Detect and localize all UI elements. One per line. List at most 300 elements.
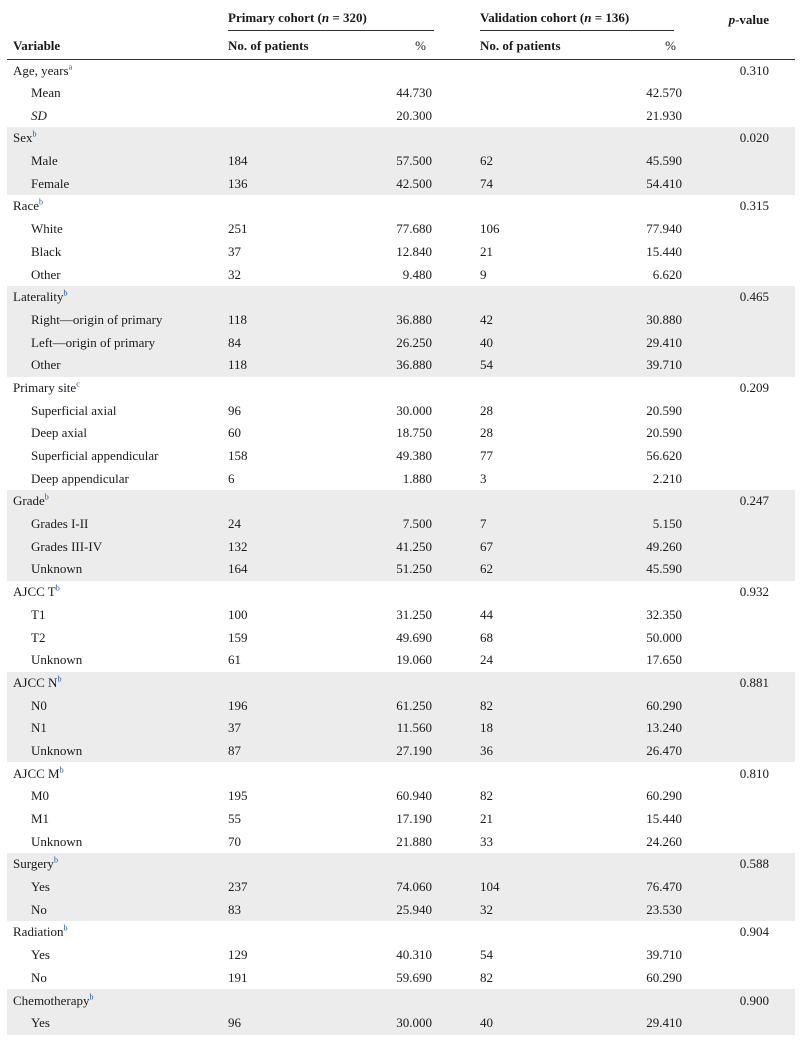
footnote-marker: a bbox=[68, 62, 73, 72]
item-label bbox=[7, 694, 228, 717]
primary-percent bbox=[368, 172, 434, 195]
primary-count-text: 251 bbox=[228, 221, 248, 237]
primary-percent bbox=[368, 150, 434, 173]
validation-cohort-suffix: = 136) bbox=[591, 9, 630, 25]
empty-cell bbox=[625, 59, 684, 82]
empty-cell bbox=[228, 762, 368, 785]
item-label bbox=[7, 808, 228, 831]
item-label-text: Superficial axial bbox=[31, 402, 117, 418]
empty-cell bbox=[228, 127, 368, 150]
empty-cell bbox=[625, 127, 684, 150]
primary-percent-text: 27.190 bbox=[396, 742, 432, 758]
validation-percent bbox=[625, 898, 684, 921]
primary-count bbox=[228, 785, 368, 808]
group-label-text: Surgery bbox=[13, 856, 54, 872]
primary-percent-text: 30.000 bbox=[396, 402, 432, 418]
validation-count bbox=[480, 1012, 625, 1035]
primary-count-text: 6 bbox=[228, 470, 235, 486]
item-label-text: T1 bbox=[31, 606, 46, 622]
p-value-cell bbox=[684, 490, 795, 513]
primary-percent bbox=[368, 241, 434, 264]
item-label bbox=[7, 354, 228, 377]
primary-percent bbox=[368, 898, 434, 921]
empty-cell bbox=[368, 286, 434, 309]
item-label-text: Yes bbox=[31, 947, 50, 963]
empty-cell bbox=[434, 377, 480, 400]
gap-cell bbox=[434, 830, 480, 853]
gap-cell bbox=[434, 967, 480, 990]
table-row bbox=[7, 694, 795, 717]
primary-count-text: 37 bbox=[228, 720, 241, 736]
validation-count bbox=[480, 309, 625, 332]
group-row bbox=[7, 286, 795, 309]
primary-percent bbox=[368, 354, 434, 377]
item-label-text: Deep axial bbox=[31, 425, 87, 441]
primary-count bbox=[228, 309, 368, 332]
primary-percent-text: 36.880 bbox=[396, 311, 432, 327]
gap-cell bbox=[434, 354, 480, 377]
empty-cell bbox=[368, 377, 434, 400]
empty-cell bbox=[368, 921, 434, 944]
validation-percent bbox=[625, 172, 684, 195]
empty-cell bbox=[480, 127, 625, 150]
empty-cell bbox=[368, 195, 434, 218]
empty-cell bbox=[480, 762, 625, 785]
validation-percent bbox=[625, 354, 684, 377]
gap-cell bbox=[434, 467, 480, 490]
validation-count bbox=[480, 898, 625, 921]
primary-percent-text: 40.310 bbox=[396, 947, 432, 963]
validation-count bbox=[480, 626, 625, 649]
footnote-marker: b bbox=[53, 856, 58, 866]
p-empty bbox=[684, 604, 795, 627]
validation-percent-text: 29.410 bbox=[646, 334, 683, 350]
group-row bbox=[7, 490, 795, 513]
item-label-text: Deep appendicular bbox=[31, 470, 129, 486]
primary-percent bbox=[368, 104, 434, 127]
empty-cell bbox=[434, 127, 480, 150]
validation-count bbox=[480, 172, 625, 195]
validation-percent-text: 77.940 bbox=[646, 221, 683, 237]
item-label bbox=[7, 399, 228, 422]
primary-count bbox=[228, 354, 368, 377]
group-label-text: AJCC N bbox=[13, 674, 58, 690]
validation-percent bbox=[625, 944, 684, 967]
validation-count-text: 40 bbox=[480, 334, 493, 350]
pvalue-header bbox=[684, 7, 795, 33]
validation-percent-text: 17.650 bbox=[646, 652, 683, 668]
primary-count-text: 159 bbox=[228, 629, 248, 645]
p-empty bbox=[684, 876, 795, 899]
primary-percent-text: 19.060 bbox=[396, 652, 432, 668]
table-row bbox=[7, 944, 795, 967]
empty-cell bbox=[228, 672, 368, 695]
group-label bbox=[7, 921, 228, 944]
p-empty bbox=[684, 354, 795, 377]
group-label-text: AJCC T bbox=[13, 584, 56, 600]
p-empty bbox=[684, 422, 795, 445]
primary-percent-text: 18.750 bbox=[396, 425, 432, 441]
primary-percent bbox=[368, 263, 434, 286]
p-value-cell bbox=[684, 921, 795, 944]
primary-count bbox=[228, 830, 368, 853]
empty-cell bbox=[434, 195, 480, 218]
item-label bbox=[7, 513, 228, 536]
empty-cell bbox=[480, 377, 625, 400]
primary-percent bbox=[368, 422, 434, 445]
primary-count-text: 237 bbox=[228, 879, 248, 895]
validation-count bbox=[480, 467, 625, 490]
p-value-cell bbox=[684, 59, 795, 82]
validation-count bbox=[480, 830, 625, 853]
validation-count-text: 21 bbox=[480, 811, 493, 827]
p-value-cell bbox=[684, 195, 795, 218]
p-value-cell-text: 0.588 bbox=[739, 856, 770, 872]
validation-count-text: 67 bbox=[480, 538, 493, 554]
validation-percent bbox=[625, 513, 684, 536]
validation-count bbox=[480, 241, 625, 264]
validation-count-text: 77 bbox=[480, 448, 493, 464]
item-label-text: Yes bbox=[31, 1015, 50, 1031]
primary-count-text: 191 bbox=[228, 969, 248, 985]
validation-percent bbox=[625, 830, 684, 853]
primary-percent-text: 7.500 bbox=[402, 516, 432, 532]
group-label-text: Chemotherapy bbox=[13, 992, 90, 1008]
footnote-marker: b bbox=[59, 765, 64, 775]
primary-percent bbox=[368, 694, 434, 717]
p-empty bbox=[684, 649, 795, 672]
validation-percent-text: 45.590 bbox=[646, 153, 683, 169]
pvalue-p: p bbox=[728, 12, 736, 27]
empty-cell bbox=[625, 195, 684, 218]
validation-count bbox=[480, 944, 625, 967]
group-label-text: Sex bbox=[13, 130, 33, 146]
empty-cell bbox=[228, 989, 368, 1012]
p-empty bbox=[684, 82, 795, 105]
primary-percent bbox=[368, 740, 434, 763]
p-value-cell-text: 0.209 bbox=[739, 379, 770, 395]
group-label bbox=[7, 853, 228, 876]
gap-cell bbox=[434, 422, 480, 445]
primary-count-text: 70 bbox=[228, 833, 241, 849]
primary-percent-text: 57.500 bbox=[396, 153, 432, 169]
group-row bbox=[7, 672, 795, 695]
validation-count-text: 40 bbox=[480, 1015, 493, 1031]
table-row bbox=[7, 558, 795, 581]
p-value-cell bbox=[684, 672, 795, 695]
validation-count bbox=[480, 150, 625, 173]
header-spacer bbox=[7, 7, 228, 33]
primary-percent-text: 12.840 bbox=[396, 243, 432, 259]
item-label-text: N1 bbox=[31, 720, 47, 736]
primary-count bbox=[228, 649, 368, 672]
item-label-text: White bbox=[31, 221, 63, 237]
primary-percent bbox=[368, 513, 434, 536]
primary-percent bbox=[368, 309, 434, 332]
item-label-text: SD bbox=[31, 107, 47, 123]
primary-count-text: 129 bbox=[228, 947, 248, 963]
primary-count bbox=[228, 626, 368, 649]
item-label-text: M1 bbox=[31, 811, 50, 827]
item-label bbox=[7, 830, 228, 853]
validation-percent bbox=[625, 535, 684, 558]
empty-cell bbox=[625, 853, 684, 876]
validation-percent bbox=[625, 649, 684, 672]
item-label-text: Mean bbox=[31, 85, 61, 101]
table-row bbox=[7, 331, 795, 354]
primary-percent-text: 20.300 bbox=[396, 107, 432, 123]
item-label bbox=[7, 649, 228, 672]
p-value-cell bbox=[684, 853, 795, 876]
validation-percent bbox=[625, 309, 684, 332]
gap-cell bbox=[434, 898, 480, 921]
primary-count bbox=[228, 150, 368, 173]
item-label-text: Right—origin of primary bbox=[31, 311, 163, 327]
item-label-text: Unknown bbox=[31, 652, 83, 668]
gap-cell bbox=[434, 649, 480, 672]
p-value-cell-text: 0.904 bbox=[739, 924, 770, 940]
item-label-text: Other bbox=[31, 266, 61, 282]
table-row bbox=[7, 422, 795, 445]
item-label bbox=[7, 241, 228, 264]
primary-percent bbox=[368, 331, 434, 354]
p-empty bbox=[684, 944, 795, 967]
empty-cell bbox=[480, 59, 625, 82]
item-label bbox=[7, 172, 228, 195]
validation-count bbox=[480, 649, 625, 672]
table-body bbox=[7, 59, 795, 1035]
gap-cell bbox=[434, 604, 480, 627]
item-label-text: Unknown bbox=[31, 833, 83, 849]
empty-cell bbox=[434, 672, 480, 695]
group-label bbox=[7, 581, 228, 604]
p-value-cell-text: 0.315 bbox=[739, 198, 770, 214]
gap-cell bbox=[434, 694, 480, 717]
item-label bbox=[7, 785, 228, 808]
item-label-text: Grades III-IV bbox=[31, 538, 103, 554]
item-label-text: Male bbox=[31, 153, 58, 169]
primary-count-text: 96 bbox=[228, 1015, 241, 1031]
item-label bbox=[7, 967, 228, 990]
item-label-text: M0 bbox=[31, 788, 50, 804]
primary-percent-text: 42.500 bbox=[396, 175, 432, 191]
footnote-marker: b bbox=[32, 130, 37, 140]
characteristics-table bbox=[7, 7, 795, 1035]
empty-cell bbox=[368, 59, 434, 82]
table-row bbox=[7, 717, 795, 740]
validation-count-text: 74 bbox=[480, 175, 493, 191]
group-label-text: Laterality bbox=[13, 289, 64, 305]
group-row bbox=[7, 853, 795, 876]
primary-count-text: 55 bbox=[228, 811, 241, 827]
pvalue-rest: -value bbox=[735, 12, 770, 27]
gap-cell bbox=[434, 1012, 480, 1035]
p-empty bbox=[684, 535, 795, 558]
table-row bbox=[7, 535, 795, 558]
primary-percent-text: 60.940 bbox=[396, 788, 432, 804]
validation-count bbox=[480, 808, 625, 831]
table-row bbox=[7, 218, 795, 241]
item-label-text: Superficial appendicular bbox=[31, 448, 159, 464]
group-row bbox=[7, 921, 795, 944]
gap-cell bbox=[434, 785, 480, 808]
empty-cell bbox=[228, 377, 368, 400]
item-label bbox=[7, 309, 228, 332]
gap-cell bbox=[434, 513, 480, 536]
p-value-cell bbox=[684, 377, 795, 400]
p-value-cell bbox=[684, 286, 795, 309]
gap-cell bbox=[434, 626, 480, 649]
validation-percent bbox=[625, 808, 684, 831]
table-row bbox=[7, 785, 795, 808]
item-label bbox=[7, 898, 228, 921]
validation-percent bbox=[625, 399, 684, 422]
item-label bbox=[7, 626, 228, 649]
header-spacer-2 bbox=[684, 33, 795, 59]
validation-percent bbox=[625, 626, 684, 649]
p-empty bbox=[684, 898, 795, 921]
validation-percent-text: 45.590 bbox=[646, 561, 683, 577]
validation-percent bbox=[625, 445, 684, 468]
empty-cell bbox=[434, 762, 480, 785]
p-empty bbox=[684, 967, 795, 990]
validation-count-text: 36 bbox=[480, 742, 493, 758]
validation-count bbox=[480, 535, 625, 558]
group-label bbox=[7, 377, 228, 400]
primary-count-text: 61 bbox=[228, 652, 241, 668]
validation-percent bbox=[625, 558, 684, 581]
primary-count bbox=[228, 694, 368, 717]
validation-count-text: 104 bbox=[480, 879, 500, 895]
empty-cell bbox=[228, 195, 368, 218]
primary-percent-text: 9.480 bbox=[402, 266, 432, 282]
primary-count-text: 96 bbox=[228, 402, 241, 418]
p-empty bbox=[684, 150, 795, 173]
primary-count bbox=[228, 898, 368, 921]
validation-percent-text: 20.590 bbox=[646, 402, 683, 418]
empty-cell bbox=[228, 286, 368, 309]
p-empty bbox=[684, 558, 795, 581]
validation-percent bbox=[625, 467, 684, 490]
group-label-text: Primary site bbox=[13, 379, 77, 395]
group-label-text: Race bbox=[13, 198, 39, 214]
p-empty bbox=[684, 513, 795, 536]
primary-percent-text: 31.250 bbox=[396, 606, 432, 622]
item-label-text: T2 bbox=[31, 629, 46, 645]
group-row bbox=[7, 195, 795, 218]
gap-cell bbox=[434, 808, 480, 831]
empty-cell bbox=[228, 59, 368, 82]
p-empty bbox=[684, 785, 795, 808]
validation-percent bbox=[625, 82, 684, 105]
validation-count-text: 82 bbox=[480, 697, 493, 713]
table-row bbox=[7, 876, 795, 899]
validation-percent-text: 60.290 bbox=[646, 697, 683, 713]
primary-percent-text: 17.190 bbox=[396, 811, 432, 827]
p-empty bbox=[684, 467, 795, 490]
empty-cell bbox=[625, 581, 684, 604]
primary-count bbox=[228, 558, 368, 581]
group-label bbox=[7, 195, 228, 218]
item-label-text: N0 bbox=[31, 697, 47, 713]
gap-cell bbox=[434, 218, 480, 241]
validation-percent bbox=[625, 785, 684, 808]
validation-percent-text: 32.350 bbox=[646, 606, 683, 622]
primary-percent-text: 11.560 bbox=[396, 720, 432, 736]
primary-count bbox=[228, 467, 368, 490]
primary-percent-text: 49.690 bbox=[396, 629, 432, 645]
empty-cell bbox=[480, 921, 625, 944]
primary-percent-text: 49.380 bbox=[396, 448, 432, 464]
validation-percent-text: 5.150 bbox=[652, 516, 683, 532]
validation-count-text: 82 bbox=[480, 969, 493, 985]
validation-count-text: 24 bbox=[480, 652, 493, 668]
p-value-cell-text: 0.310 bbox=[739, 62, 770, 78]
group-label-text: Grade bbox=[13, 493, 45, 509]
group-row bbox=[7, 762, 795, 785]
group-label bbox=[7, 490, 228, 513]
validation-percent bbox=[625, 104, 684, 127]
validation-percent-text: 50.000 bbox=[646, 629, 683, 645]
primary-count bbox=[228, 263, 368, 286]
primary-count bbox=[228, 241, 368, 264]
validation-count bbox=[480, 558, 625, 581]
validation-percent-text: 76.470 bbox=[646, 879, 683, 895]
validation-count-text: 54 bbox=[480, 947, 493, 963]
primary-percent-text: 41.250 bbox=[396, 538, 432, 554]
footnote-marker: b bbox=[63, 288, 68, 298]
primary-percent bbox=[368, 967, 434, 990]
validation-percent-text: 6.620 bbox=[652, 266, 683, 282]
primary-count bbox=[228, 218, 368, 241]
validation-count-text: 62 bbox=[480, 561, 493, 577]
table-row bbox=[7, 626, 795, 649]
primary-percent-text: 25.940 bbox=[396, 901, 432, 917]
validation-percent-text: 49.260 bbox=[646, 538, 683, 554]
item-label-text: Yes bbox=[31, 879, 50, 895]
variable-header: Variable bbox=[13, 37, 61, 53]
validation-count-text: 68 bbox=[480, 629, 493, 645]
p-empty bbox=[684, 309, 795, 332]
validation-count-text: 106 bbox=[480, 221, 500, 237]
table-row bbox=[7, 808, 795, 831]
primary-percent bbox=[368, 535, 434, 558]
empty-cell bbox=[480, 195, 625, 218]
primary-count bbox=[228, 422, 368, 445]
p-empty bbox=[684, 626, 795, 649]
footnote-marker: b bbox=[38, 198, 43, 208]
p-empty bbox=[684, 399, 795, 422]
p-empty bbox=[684, 830, 795, 853]
p-empty bbox=[684, 740, 795, 763]
item-label bbox=[7, 740, 228, 763]
validation-percent bbox=[625, 241, 684, 264]
primary-percent-text: 36.880 bbox=[396, 357, 432, 373]
validation-count bbox=[480, 717, 625, 740]
item-label-text: No bbox=[31, 969, 47, 985]
primary-count bbox=[228, 967, 368, 990]
empty-cell bbox=[434, 490, 480, 513]
empty-cell bbox=[480, 490, 625, 513]
primary-count-text: 158 bbox=[228, 448, 248, 464]
group-label bbox=[7, 989, 228, 1012]
validation-cohort-prefix: Validation cohort ( bbox=[480, 9, 585, 25]
header-gap bbox=[434, 7, 480, 33]
group-row bbox=[7, 127, 795, 150]
validation-percent bbox=[625, 717, 684, 740]
primary-percent-text: 44.730 bbox=[396, 85, 432, 101]
primary-count bbox=[228, 717, 368, 740]
